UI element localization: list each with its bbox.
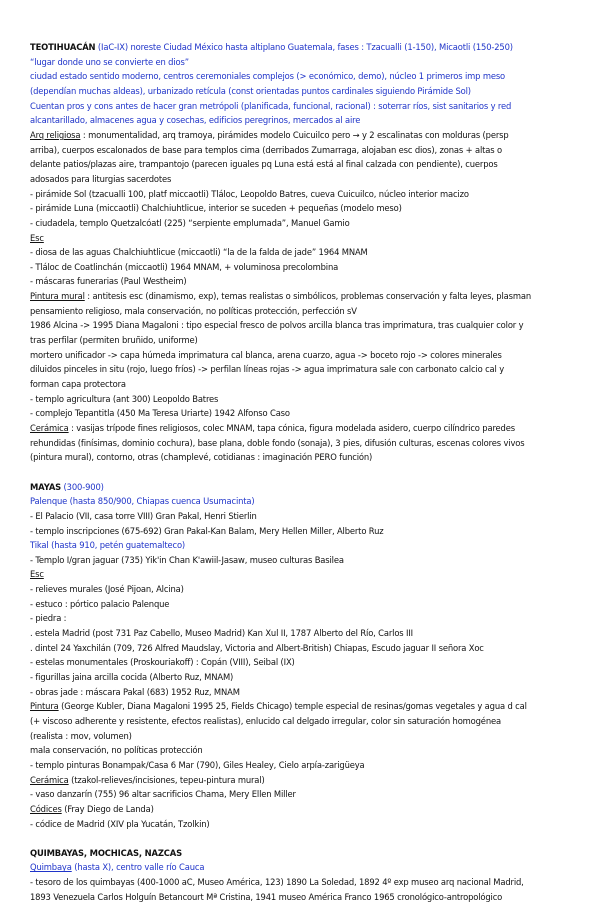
text-run: - complejo Tepantitla (450 Ma Teresa Uriarte) 1942 Alfonso Caso xyxy=(30,408,290,419)
text-run: forman capa protectora xyxy=(30,378,126,389)
text-line xyxy=(30,349,590,361)
text-run: mala conservación, no políticas protección xyxy=(30,745,203,756)
text-run: - El Palacio (VII, casa torre VIII) Gran Pakal, Henri Stierlin xyxy=(30,510,257,521)
text-run: (dependían muchas aldeas), urbanizado retícula (const orientadas puntos cardinales siguiendo Pirámide Sol) xyxy=(30,86,471,96)
text-run: 1986 Alcina -> 1995 Diana Magaloni : tipo especial fresco de polvos arcilla blanca tras imprimatura, tras cualquier color y xyxy=(30,320,524,331)
text-run: - estuco : pórtico palacio Palenque xyxy=(30,598,170,609)
text-line xyxy=(30,393,590,405)
text-line xyxy=(30,627,590,639)
text-run: - templo agricultura (ant 300) Leopoldo Batres xyxy=(30,393,219,404)
text-line xyxy=(30,422,590,434)
text-run: alcantarillado, almacenes agua y cosechas, edificios peregrinos, mercados al aire xyxy=(30,115,361,126)
text-run: ciudad estado sentido moderno, centros ceremoniales complejos (> económico, demo), núcleo 1 primeros imp meso xyxy=(30,71,506,82)
text-line xyxy=(30,319,590,331)
text-line xyxy=(30,803,590,815)
text-run: (pintura mural), contorno, otras (champlevé, cotidianas : imaginación PERO función) xyxy=(30,452,373,463)
text-run: Pintura mural xyxy=(30,291,85,302)
text-line xyxy=(30,788,590,800)
text-run: Pintura xyxy=(30,701,59,712)
text-line xyxy=(30,700,590,712)
text-run: Tikal (hasta 910, petén guatemalteco) xyxy=(30,540,186,551)
text-run: rehundidas (finísimas, dominio cochura), base plana, doble fondo (sonaja), 3 pies, difusión culturas, escenas colores vivos xyxy=(30,437,525,448)
text-run: 1893 Venezuela Carlos Holguín Betancourt Mª Cristina, 1941 museo América Franco 1965 cronológico-antropológico xyxy=(30,891,503,902)
text-run: Cerámica xyxy=(30,774,69,785)
text-line xyxy=(30,759,590,771)
text-run: : monumentalidad, arq tramoya, pirámides modelo Cuicuilco pero → y 2 escalinatas con molduras (persp xyxy=(80,129,509,140)
text-run: adosados para liturgias sacerdotes xyxy=(30,173,172,184)
text-run: - diosa de las aguas Chalchiuhtlicue (miccaotli) “la de la falda de jade” 1964 MNAM xyxy=(30,247,368,258)
text-line xyxy=(30,656,590,668)
text-run: pensamiento religioso, mala conservación, no políticas protección, perfección sV xyxy=(30,305,357,316)
text-line xyxy=(30,891,590,903)
text-run: Esc xyxy=(30,232,44,243)
text-line xyxy=(30,568,590,580)
text-line xyxy=(30,129,590,141)
text-run: : antitesis esc (dinamismo, exp), temas realistas o simbólicos, problemas conservación y falta leyes, plasman xyxy=(84,291,531,302)
text-run: (IaC-IX) noreste Ciudad México hasta altiplano Guatemala, fases : Tzacualli (1-150), Micaotli (150-250) xyxy=(95,42,513,52)
text-line xyxy=(30,554,590,566)
text-line xyxy=(30,847,590,859)
text-run: - pirámide Luna (miccaotli) Chalchiuhtlicue, interior se suceden + pequeñas (modelo meso) xyxy=(30,203,402,214)
text-line xyxy=(30,334,590,346)
text-line xyxy=(30,173,590,185)
text-run: - obras jade : máscara Pakal (683) 1952 Ruz, MNAM xyxy=(30,686,240,697)
text-run: - templo inscripciones (675-692) Gran Pakal-Kan Balam, Mery Hellen Miller, Alberto Ruz xyxy=(30,525,384,536)
text-line xyxy=(30,715,590,727)
text-line xyxy=(30,612,590,624)
text-line xyxy=(30,774,590,786)
text-run: - Tláloc de Coatlinchán (miccaotli) 1964 MNAM, + voluminosa precolombina xyxy=(30,261,339,272)
text-run: - figurillas jaina arcilla cocida (Alberto Ruz, MNAM) xyxy=(30,672,234,682)
text-line xyxy=(30,275,590,287)
text-line xyxy=(30,378,590,390)
text-run: QUIMBAYAS, MOCHICAS, NAZCAS xyxy=(30,847,182,858)
text-run: : vasijas trípode fines religiosos, colec MNAM, tapa cónica, figura modelada asidero, cuerpo cilíndrico paredes xyxy=(68,422,515,433)
text-line xyxy=(30,730,590,742)
text-run: Cerámica xyxy=(30,422,69,433)
text-line xyxy=(30,510,590,522)
text-line xyxy=(30,407,590,419)
text-run: - relieves murales (José Pijoan, Alcina) xyxy=(30,584,184,595)
text-run: “lugar donde uno se convierte en dios” xyxy=(30,56,189,67)
text-line xyxy=(30,188,590,200)
text-run: arriba), cuerpos escalonados de base para templos cima (derribados Zumarraga, alojaban esc dios), zonas + altas o xyxy=(30,144,502,155)
text-run: - piedra : xyxy=(30,613,67,624)
text-line xyxy=(30,686,590,698)
text-run: MAYAS xyxy=(30,481,62,492)
text-run: - ciudadela, templo Quetzalcóatl (225) “serpiente emplumada”, Manuel Gamio xyxy=(30,217,350,228)
text-line xyxy=(30,818,590,830)
text-line xyxy=(30,525,590,537)
text-run: (realista : mov, volumen) xyxy=(30,730,132,741)
text-line xyxy=(30,70,590,82)
text-line xyxy=(30,495,590,507)
text-run: - Templo I/gran jaguar (735) Yik'in Chan K'awiil-Jasaw, museo culturas Basilea xyxy=(30,554,344,565)
text-line xyxy=(30,232,590,244)
text-run: (300-900) xyxy=(61,481,104,492)
text-run: delante patios/plazas aire, trampantojo (parecen iguales pq Luna está está al final calzada con pendiente), cuerpos xyxy=(30,159,498,170)
text-line xyxy=(30,144,590,156)
text-line xyxy=(30,437,590,449)
text-run: Códices xyxy=(30,803,62,814)
text-line xyxy=(30,598,590,610)
text-line xyxy=(30,290,590,302)
text-run: - pirámide Sol (tzacualli 100, platf miccaotli) Tláloc, Leopoldo Batres, cueva Cuicuilco, núcleo interior macizo xyxy=(30,188,469,199)
text-line xyxy=(30,100,590,112)
text-line xyxy=(30,114,590,126)
text-line xyxy=(30,158,590,170)
text-line xyxy=(30,876,590,888)
text-run: - vaso danzarín (755) 96 altar sacrificios Chama, Mery Ellen Miller xyxy=(30,789,296,800)
text-line xyxy=(30,85,590,97)
text-run: (hasta X), centro valle río Cauca xyxy=(71,862,205,873)
text-run: tras perfilar (permiten bruñido, uniforme) xyxy=(30,335,198,345)
text-run: - templo pinturas Bonampak/Casa 6 Mar (790), Giles Healey, Cielo arpía-zarigüeya xyxy=(30,759,365,770)
text-run: Palenque (hasta 850/900, Chiapas cuenca Usumacinta) xyxy=(30,496,255,507)
text-line xyxy=(30,539,590,551)
text-run: Arq religiosa xyxy=(30,129,81,140)
text-run: . dintel 24 Yaxchilán (709, 726 Alfred Maudslay, Victoria and Albert-British) Chiapas, Escudo jaguar II señora Xoc xyxy=(30,642,484,653)
text-line xyxy=(30,861,590,873)
text-run: - tesoro de los quimbayas (400-1000 aC, Museo América, 123) 1890 La Soledad, 1892 4º exp museo arq nacional Madrid, xyxy=(30,877,524,888)
text-line xyxy=(30,56,590,68)
text-line xyxy=(30,583,590,595)
text-line xyxy=(30,363,590,375)
text-line xyxy=(30,642,590,654)
text-run: (George Kubler, Diana Magaloni 1995 25, Fields Chicago) temple especial de resinas/gomas vegetales y agua d cal xyxy=(58,701,527,712)
text-line xyxy=(30,305,590,317)
text-run: Quimbaya xyxy=(30,862,72,873)
text-run: diluidos pinceles in situ (rojo, luego fríos) -> perfilan líneas rojas -> agua imprimatura sale con carbonato calcio cal y xyxy=(30,364,505,375)
text-run: mortero unificador -> capa húmeda imprimatura cal blanca, arena cuarzo, agua -> boceto rojo -> colores minerales xyxy=(30,349,502,360)
text-line xyxy=(30,217,590,229)
text-line xyxy=(30,451,590,463)
text-run: Esc xyxy=(30,569,44,580)
text-run: TEOTIHUACÁN xyxy=(30,42,96,52)
text-run: Cuentan pros y cons antes de hacer gran metrópoli (planificada, funcional, racional) : soterrar ríos, sist sanitarios y red xyxy=(30,100,512,111)
text-run: - máscaras funerarias (Paul Westheim) xyxy=(30,276,187,287)
text-line xyxy=(30,671,590,683)
text-line xyxy=(30,246,590,258)
text-run: - códice de Madrid (XIV pla Yucatán, Tzolkin) xyxy=(30,818,210,829)
text-line xyxy=(30,261,590,273)
text-run: (+ viscoso adherente y resistente, efectos realistas), enlucido cal delgado irregular, color sin saturación homogénea xyxy=(30,715,501,726)
text-line xyxy=(30,41,590,53)
text-run: (Fray Diego de Landa) xyxy=(61,803,154,814)
text-line xyxy=(30,744,590,756)
text-line xyxy=(30,481,590,493)
text-run: (tzakol-relieves/incisiones, tepeu-pintura mural) xyxy=(68,774,265,785)
text-line xyxy=(30,202,590,214)
text-run: . estela Madrid (post 731 Paz Cabello, Museo Madrid) Kan Xul II, 1787 Alberto del Río, Carlos III xyxy=(30,628,413,638)
text-run: - estelas monumentales (Proskouriakoff) : Copán (VIII), Seibal (IX) xyxy=(30,657,295,668)
